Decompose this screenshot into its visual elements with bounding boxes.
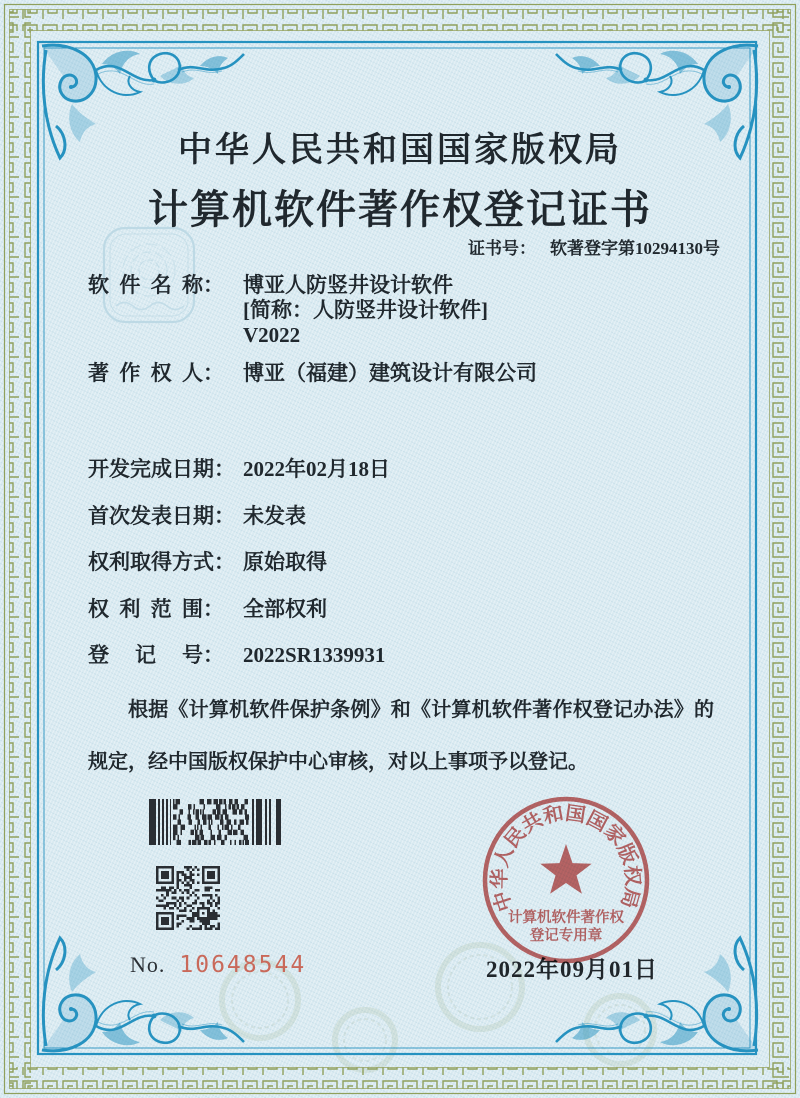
field-row: [88, 361, 716, 386]
field-row: [88, 643, 716, 668]
serial-number-value: 10648544: [179, 952, 307, 978]
greek-key-border-right: [769, 9, 791, 1089]
field-value: 未发表: [243, 504, 306, 528]
certificate-title: 计算机软件著作权登记证书: [148, 187, 652, 232]
field-row: [88, 457, 716, 482]
field-label: 登 记 号 ：: [88, 643, 224, 667]
field-label: 权 利 范 围 ：: [88, 597, 224, 621]
field-label: 开 发 完 成 日 期 ：: [88, 457, 235, 481]
paragraph-line: 规定，经中国版权保护中心审核，对以上事项予以登记。: [88, 751, 588, 773]
certificate-number-label: 证书号：: [468, 239, 536, 258]
issue-date: 2022年09月01日: [486, 957, 658, 982]
certificate-number-row: [88, 234, 720, 259]
qr-code: [156, 866, 220, 930]
field-value: 2022SR1339931: [243, 643, 386, 667]
authority-name: 中华人民共和国国家版权局: [178, 132, 622, 169]
field-label: 首 次 发 表 日 期 ：: [88, 504, 235, 528]
field-value: 全部权利: [243, 597, 327, 621]
fields: [88, 273, 716, 668]
seal-ring-text: 中华人民共和国国家版权局: [489, 803, 643, 914]
paragraph-line: 根据《计算机软件保护条例》和《计算机软件著作权登记办法》的: [128, 699, 714, 721]
registration-paragraph: [88, 697, 714, 801]
greek-key-border-top: [9, 9, 791, 31]
serial-number-label: No.: [130, 952, 166, 977]
seal-line2: 登记专用章: [529, 928, 603, 944]
star-icon: [540, 844, 591, 894]
pdf417-barcode: [149, 799, 281, 845]
field-row: [88, 550, 716, 575]
field-value: 原始取得: [243, 550, 327, 574]
certificate-number-value: 软著登字第10294130号: [550, 239, 720, 258]
official-seal: [474, 788, 658, 972]
field-label: 软 件 名 称 ：: [88, 273, 224, 297]
seal-line1: 计算机软件著作权: [508, 910, 624, 926]
serial-number-row: [130, 952, 306, 978]
field-value: 博亚人防竖井设计软件 [简称：人防竖井设计软件] V2022: [243, 273, 488, 347]
field-label: 著 作 权 人 ：: [88, 361, 224, 385]
field-row: [88, 597, 716, 622]
field-row: [88, 504, 716, 529]
field-value: 2022年02月18日: [243, 457, 390, 481]
field-value: 博亚（福建）建筑设计有限公司: [243, 361, 537, 385]
field-label: 权 利 取 得 方 式 ：: [88, 550, 235, 574]
greek-key-border-left: [9, 9, 31, 1089]
field-row: [88, 273, 716, 348]
greek-key-border-bottom: [9, 1067, 791, 1089]
